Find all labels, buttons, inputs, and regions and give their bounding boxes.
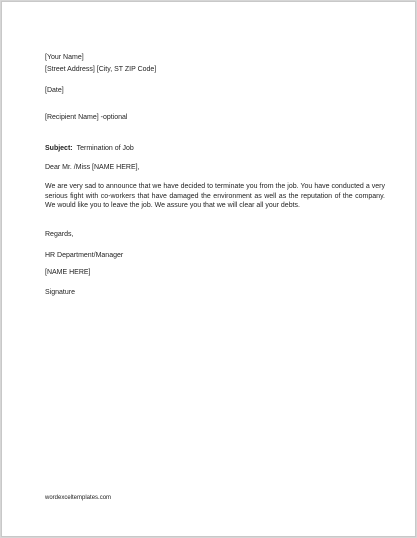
subject-line — [45, 144, 134, 153]
recipient-name: [Recipient Name] -optional — [45, 114, 128, 121]
name-placeholder: [NAME HERE] — [45, 269, 91, 276]
letter-page — [1, 1, 416, 537]
salutation: Dear Mr. /Miss [NAME HERE], — [45, 164, 140, 171]
closing: Regards, — [45, 231, 74, 238]
sender-name: [Your Name] — [45, 54, 84, 61]
footer-source: wordexceltemplates.com — [45, 495, 112, 501]
letter-body: We are very sad to announce that we have decided to terminate you from the job. You have conducted a very serious fight with co-workers that have damaged the environment as well as the reputation of the company. We would like you to leave the job. We assure you that we will clear all your debts. — [45, 183, 385, 209]
letter-date: [Date] — [45, 87, 64, 94]
subject-label: Subject: — [45, 145, 73, 152]
subject-value: Termination of Job — [76, 145, 134, 152]
signature: Signature — [45, 289, 75, 296]
sender-address: [Street Address] [City, ST ZIP Code] — [45, 66, 157, 73]
department: HR Department/Manager — [45, 252, 124, 259]
